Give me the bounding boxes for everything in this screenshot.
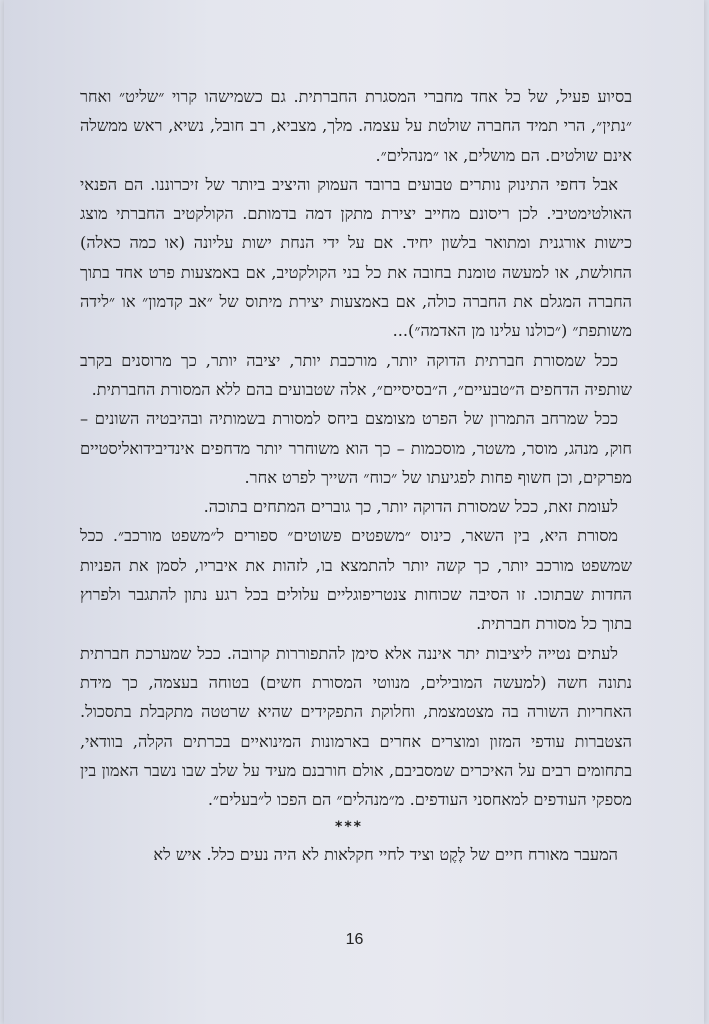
page-number: 16 bbox=[345, 931, 364, 948]
paragraph-8: המעבר מאורח חיים של לֶקֶט וציד לחיי חקלאות לא היה נעים כלל. איש לא bbox=[153, 845, 618, 865]
paragraph-4: ככל שמרחב התמרון של הפרט מצומצם ביחס למסורת בשמותיה ובהיבטיה השונים – חוק, מנהג, מוסר, משטר, מוסכמות – כך הוא משוחרר יותר מדחפים אינדיבידואליסטיים מפרקים, וכן חשוף פחות לפגיעתו של ״כוח״ השייך לפרט אחר. bbox=[80, 409, 632, 487]
body-text bbox=[80, 82, 632, 870]
paragraph-3: ככל שמסורת חברתית הדוקה יותר, מורכבת יותר, יציבה יותר, כך מרוסנים בקרב שותפיה הדחפים ה״טבעיים״, ה״בסיסיים״, אלה שטבועים בהם ללא המסורת החברתית. bbox=[80, 350, 632, 399]
paragraph-2: אבל דחפי התינוק נותרים טבועים ברובד העמוק והיציב ביותר של זיכרוננו. הם הפנאי האולטימטיבי. לכן ריסונם מחייב יצירת מתקן דמה בדמותם. הקולקטיב החברתי מוצג כישות אורגנית ומתואר בלשון יחיד. אם על ידי הנחת ישות עליונה (או כמה כאלה) החולשת, או למעשה טומנת בחובה את כל בני הקולקטיב, אם באמצעות פרט אחד בתוך החברה המגלם את החברה כולה, אם באמצעות יצירת מיתוס של ״אב קדמון״ או ״לידה משותפת״ (״כולנו עלינו מן האדמה״)... bbox=[80, 174, 632, 341]
paragraph-7: לעתים נטייה ליציבות יתר איננה אלא סימן להתפוררות קרובה. ככל שמערכת חברתית נתונה חשה (למעשה המובילים, מנווטי המסורת חשים) בטוחה בעצמה, כך מידת האחריות השורה בה מצטמצמת, וחלוקת התפקידים שהיא שרטטה מתקבלת בתסכול. הצטברות עודפי המזון ומוצרים אחרים בארמונות המינואיים בכרתים הקלה, בוודאי, בתחומים רבים על האיכרים שמסביבם, אולם חורבנם מעיד על שלב שבו נשבר האמון בין מספקי העודפים למאחסני העודפים. מ״מנהלים״ הם הפכו ל״בעלים״. bbox=[80, 643, 632, 810]
section-separator: *** bbox=[335, 819, 363, 836]
book-page bbox=[4, 0, 704, 1024]
paragraph-6: מסורת היא, בין השאר, כינוס ״משפטים פשוטים״ ספורים ל״משפט מורכב״. ככל שמשפט מורכב יותר, כך קשה יותר להתמצא בו, לזהות את איבריו, לסמן את הפניות החדות שבתוכו. זו הסיבה שכוחות צנטריפוגליים עלולים בכל רגע נתון להתגבר ולפרוץ בתוך כל מסורת חברתית. bbox=[80, 526, 632, 634]
paragraph-1: בסיוע פעיל, של כל אחד מחברי המסגרת החברתית. גם כשמישהו קרוי ״שליט״ ואחר ״נתין״, הרי תמיד החברה שולטת על עצמה. מלך, מצביא, רב חובל, נשיא, ראש ממשלה אינם שולטים. הם מושלים, או ״מנהלים״. bbox=[80, 87, 632, 165]
paragraph-5: לעומת זאת, ככל שמסורת הדוקה יותר, כך גוברים המתחים בתוכה. bbox=[203, 497, 618, 517]
